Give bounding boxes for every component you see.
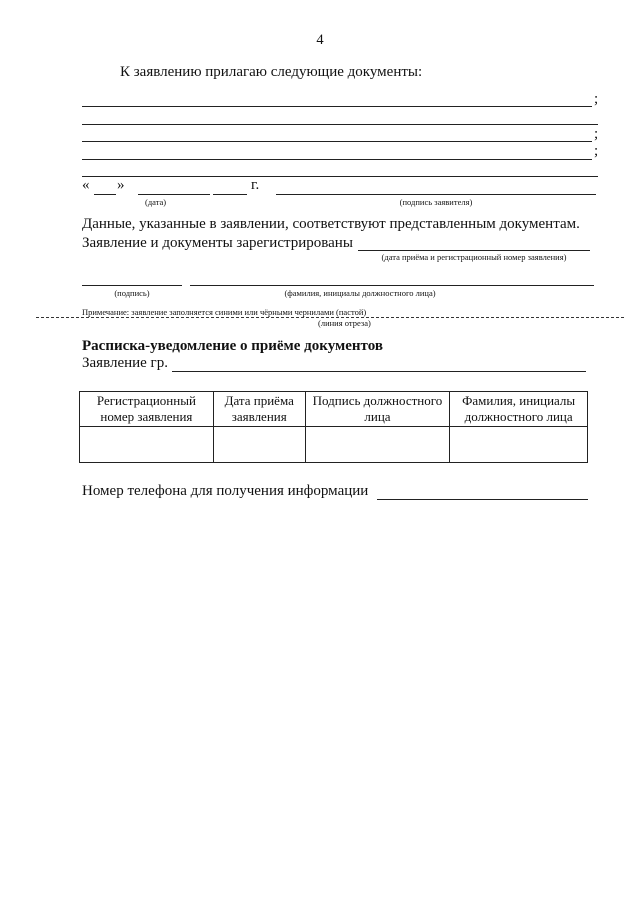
attachment-line-1[interactable] <box>82 106 592 107</box>
official-name-caption: (фамилия, инициалы должностного лица) <box>284 288 436 298</box>
verification-text: Данные, указанные в заявлении, соответствуют представленным документам. <box>82 216 580 232</box>
attachment-line-3[interactable] <box>82 141 592 142</box>
page-number: 4 <box>316 32 324 48</box>
semicolon-2: ; <box>594 126 599 142</box>
official-signature-field[interactable] <box>82 285 182 286</box>
header-date-received: Дата приёма заявления <box>213 392 305 427</box>
phone-field[interactable] <box>377 499 588 500</box>
day-field[interactable] <box>94 194 116 195</box>
applicant-name-field[interactable] <box>172 371 586 372</box>
cut-line-caption: (линия отреза) <box>318 318 371 328</box>
applicant-signature-caption: (подпись заявителя) <box>399 197 473 207</box>
table-row <box>80 427 588 463</box>
registration-caption: (дата приёма и регистрационный номер заявления) <box>381 252 567 262</box>
attachments-heading: К заявлению прилагаю следующие документы: <box>120 64 423 80</box>
phone-label: Номер телефона для получения информации <box>82 483 369 499</box>
cell-official-signature[interactable] <box>305 427 450 463</box>
header-official-signature: Подпись должностного лица <box>305 392 450 427</box>
official-name-field[interactable] <box>190 285 594 286</box>
year-suffix: г. <box>251 177 260 193</box>
semicolon-3: ; <box>594 143 599 159</box>
quote-open: « <box>82 177 90 193</box>
signature-caption: (подпись) <box>114 288 150 298</box>
semicolon-1: ; <box>594 91 599 107</box>
receipt-header-row <box>80 392 588 427</box>
applicant-signature-field[interactable] <box>276 194 596 195</box>
year-field[interactable] <box>213 194 247 195</box>
month-field[interactable] <box>138 194 210 195</box>
receipt-application-label: Заявление гр. <box>82 355 168 371</box>
note-text: Примечание: заявление заполняется синими или чёрными чернилами (пастой) <box>82 307 367 317</box>
date-caption: (дата) <box>145 197 167 207</box>
quote-close: » <box>117 177 125 193</box>
attachment-line-2[interactable] <box>82 124 598 125</box>
attachment-line-4[interactable] <box>82 159 592 160</box>
receipt-title: Расписка-уведомление о приёме документов <box>82 338 383 354</box>
attachment-line-5[interactable] <box>82 176 598 177</box>
registration-field[interactable] <box>358 250 590 251</box>
registered-text: Заявление и документы зарегистрированы <box>82 235 353 251</box>
cell-registration-number[interactable] <box>80 427 214 463</box>
header-official-name: Фамилия, инициалы должностного лица <box>450 392 588 427</box>
receipt-table <box>79 391 588 463</box>
header-registration-number: Регистрационный номер заявления <box>80 392 214 427</box>
cell-official-name[interactable] <box>450 427 588 463</box>
cell-date-received[interactable] <box>213 427 305 463</box>
